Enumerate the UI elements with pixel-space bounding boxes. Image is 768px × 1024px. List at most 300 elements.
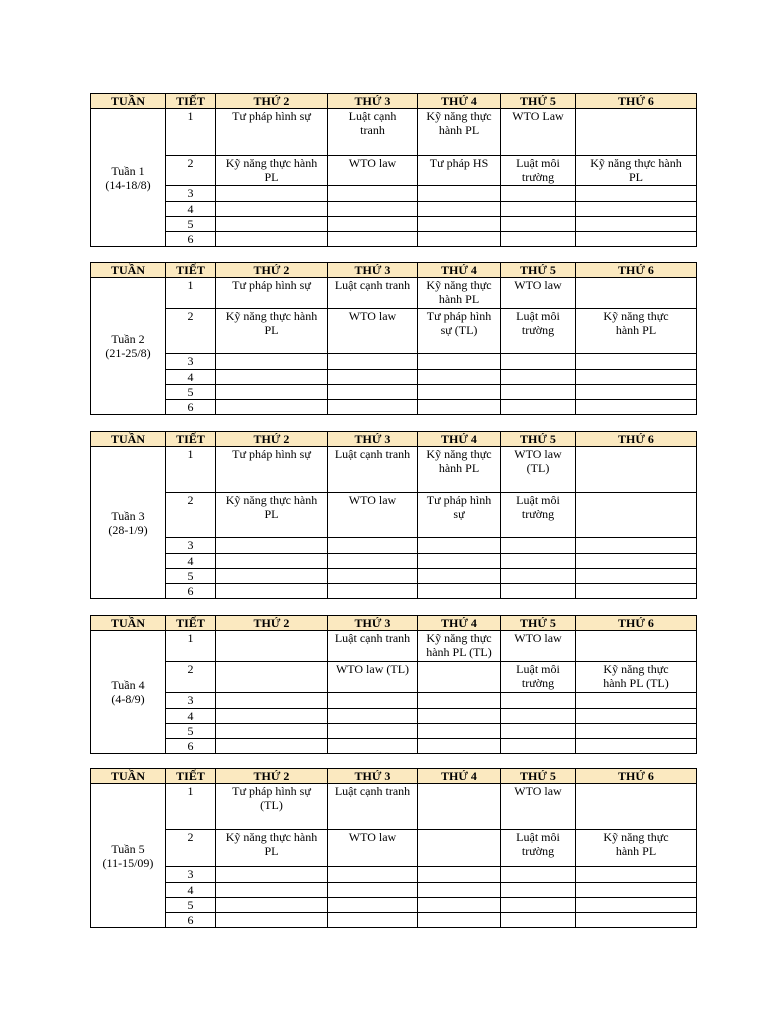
class-cell-wed <box>418 202 501 217</box>
class-cell-fri <box>576 898 697 913</box>
class-subject-text: Tư pháp hình <box>426 309 492 323</box>
class-cell-mon <box>216 883 328 898</box>
table-row <box>91 447 697 493</box>
week-dates: (28-1/9) <box>108 522 148 537</box>
period-number: 6 <box>166 739 216 754</box>
class-subject-text: WTO law <box>348 156 397 170</box>
class-cell-mon <box>216 739 328 754</box>
period-number: 1 <box>166 278 216 309</box>
table-row <box>91 631 697 662</box>
class-cell-wed <box>418 186 501 202</box>
class-cell-thu <box>501 784 576 830</box>
period-number: 5 <box>166 569 216 584</box>
class-subject-text: Kỹ năng thực hành <box>225 830 318 844</box>
table-row <box>91 584 697 599</box>
week-label-cell <box>91 447 166 599</box>
class-cell-thu <box>501 156 576 186</box>
class-cell-tue <box>328 202 418 217</box>
class-cell-thu <box>501 493 576 538</box>
period-number: 1 <box>166 631 216 662</box>
column-header: TUẦN <box>91 263 166 278</box>
class-cell-mon <box>216 156 328 186</box>
period-number: 3 <box>166 186 216 202</box>
table-row <box>91 354 697 370</box>
table-row <box>91 784 697 830</box>
class-cell-wed <box>418 400 501 415</box>
class-cell-mon <box>216 584 328 599</box>
class-cell-tue <box>328 447 418 493</box>
class-cell-tue <box>328 784 418 830</box>
table-row <box>91 232 697 247</box>
table-row <box>91 309 697 354</box>
class-cell-tue <box>328 631 418 662</box>
class-cell-wed <box>418 309 501 354</box>
class-subject-text: Luật cạnh tranh <box>334 784 411 798</box>
class-cell-wed <box>418 370 501 385</box>
column-header: THỨ 3 <box>328 616 418 631</box>
class-subject-text: hành PL <box>438 461 480 475</box>
table-header-row <box>91 94 697 109</box>
class-subject-text: trường <box>521 844 555 858</box>
class-cell-thu <box>501 186 576 202</box>
period-number: 5 <box>166 217 216 232</box>
column-header: TUẦN <box>91 94 166 109</box>
period-number: 2 <box>166 662 216 693</box>
week-dates: (21-25/8) <box>105 346 151 360</box>
column-header: THỨ 4 <box>418 432 501 447</box>
class-cell-fri <box>576 554 697 569</box>
class-subject-text: Kỹ năng thực <box>426 109 492 123</box>
column-header: THỨ 5 <box>501 94 576 109</box>
week-dates: (14-18/8) <box>105 177 151 192</box>
week-1-table <box>90 93 697 247</box>
class-cell-tue <box>328 898 418 913</box>
class-subject-text: Luật cạnh tranh <box>334 631 411 645</box>
period-number: 3 <box>166 354 216 370</box>
class-cell-thu <box>501 662 576 693</box>
class-subject-text: Kỹ năng thực hành <box>225 309 318 323</box>
column-header: THỨ 6 <box>576 94 697 109</box>
class-cell-thu <box>501 202 576 217</box>
class-cell-thu <box>501 867 576 883</box>
class-cell-thu <box>501 724 576 739</box>
column-header: THỨ 6 <box>576 263 697 278</box>
class-cell-thu <box>501 400 576 415</box>
class-cell-tue <box>328 739 418 754</box>
column-header: THỨ 2 <box>216 616 328 631</box>
class-subject-text: Luật môi <box>516 156 560 170</box>
class-cell-tue <box>328 217 418 232</box>
class-subject-text: hành PL <box>438 123 480 137</box>
class-cell-thu <box>501 370 576 385</box>
class-cell-thu <box>501 447 576 493</box>
period-number: 3 <box>166 538 216 554</box>
column-header: THỨ 3 <box>328 94 418 109</box>
class-subject-text: sự <box>453 507 465 521</box>
period-number: 4 <box>166 370 216 385</box>
table-row <box>91 554 697 569</box>
table-row <box>91 709 697 724</box>
class-cell-wed <box>418 631 501 662</box>
class-cell-fri <box>576 784 697 830</box>
class-subject-text: Tư pháp HS <box>429 156 489 170</box>
class-cell-thu <box>501 913 576 928</box>
table-header-row <box>91 616 697 631</box>
period-number: 4 <box>166 554 216 569</box>
week-name: Tuần 3 <box>111 508 145 523</box>
period-number: 1 <box>166 447 216 493</box>
class-cell-fri <box>576 447 697 493</box>
class-subject-text: Tư pháp hình <box>426 493 492 507</box>
class-cell-thu <box>501 830 576 867</box>
period-number: 1 <box>166 784 216 830</box>
class-cell-mon <box>216 898 328 913</box>
class-cell-fri <box>576 278 697 309</box>
column-header: THỨ 4 <box>418 263 501 278</box>
class-cell-thu <box>501 709 576 724</box>
class-cell-wed <box>418 554 501 569</box>
class-subject-text: trường <box>521 507 555 521</box>
column-header: TUẦN <box>91 616 166 631</box>
class-cell-tue <box>328 662 418 693</box>
class-cell-mon <box>216 830 328 867</box>
period-number: 6 <box>166 232 216 247</box>
class-cell-tue <box>328 584 418 599</box>
class-cell-mon <box>216 554 328 569</box>
class-cell-mon <box>216 232 328 247</box>
class-cell-fri <box>576 584 697 599</box>
class-cell-tue <box>328 724 418 739</box>
class-subject-text: WTO law <box>348 309 397 323</box>
table-row <box>91 739 697 754</box>
class-cell-mon <box>216 493 328 538</box>
week-dates: (4-8/9) <box>111 692 145 706</box>
period-number: 3 <box>166 867 216 883</box>
class-cell-thu <box>501 385 576 400</box>
week-label-cell <box>91 278 166 415</box>
class-cell-tue <box>328 569 418 584</box>
class-cell-wed <box>418 278 501 309</box>
class-subject-text: hành PL (TL) <box>603 676 669 690</box>
week-label-cell <box>91 109 166 247</box>
period-number: 6 <box>166 584 216 599</box>
class-subject-text: sự (TL) <box>440 323 478 337</box>
class-subject-text: Kỹ năng thực <box>603 830 669 844</box>
table-row <box>91 217 697 232</box>
class-subject-text: Kỹ năng thực <box>603 662 669 676</box>
class-cell-mon <box>216 370 328 385</box>
class-subject-text: WTO law <box>514 447 562 461</box>
class-cell-fri <box>576 309 697 354</box>
class-cell-tue <box>328 538 418 554</box>
class-cell-wed <box>418 830 501 867</box>
column-header: THỨ 6 <box>576 432 697 447</box>
class-cell-mon <box>216 309 328 354</box>
table-header-row <box>91 263 697 278</box>
class-subject-text: hành PL <box>615 323 657 337</box>
column-header: THỨ 4 <box>418 94 501 109</box>
class-cell-thu <box>501 569 576 584</box>
class-subject-text: trường <box>521 676 555 690</box>
column-header: THỨ 3 <box>328 769 418 784</box>
class-cell-wed <box>418 662 501 693</box>
class-cell-thu <box>501 232 576 247</box>
class-cell-wed <box>418 724 501 739</box>
class-subject-text: WTO law (TL) <box>335 662 410 676</box>
class-cell-wed <box>418 232 501 247</box>
table-row <box>91 156 697 186</box>
table-row <box>91 724 697 739</box>
class-subject-text: Luật môi <box>516 493 560 507</box>
period-number: 2 <box>166 309 216 354</box>
class-cell-tue <box>328 232 418 247</box>
class-cell-fri <box>576 830 697 867</box>
class-cell-thu <box>501 631 576 662</box>
week-4-table <box>90 615 697 754</box>
table-row <box>91 662 697 693</box>
table-row <box>91 493 697 538</box>
class-subject-text: WTO Law <box>512 109 564 123</box>
class-subject-text: Luật môi <box>516 830 560 844</box>
class-cell-thu <box>501 217 576 232</box>
class-subject-text: hành PL <box>615 844 657 858</box>
class-cell-fri <box>576 883 697 898</box>
class-cell-fri <box>576 709 697 724</box>
class-cell-mon <box>216 385 328 400</box>
class-subject-text: Kỹ năng thực hành <box>225 493 318 507</box>
class-subject-text: Luật môi <box>516 309 560 323</box>
class-subject-text: Tư pháp hình sự <box>232 278 311 292</box>
table-row <box>91 278 697 309</box>
class-cell-fri <box>576 724 697 739</box>
class-cell-tue <box>328 156 418 186</box>
column-header: THỨ 3 <box>328 263 418 278</box>
class-subject-text: Kỹ năng thực hành <box>590 156 682 170</box>
class-cell-wed <box>418 913 501 928</box>
column-header: TIẾT <box>166 263 216 278</box>
week-2-table <box>90 262 697 415</box>
class-cell-wed <box>418 354 501 370</box>
class-subject-text: Luật cạnh <box>348 109 397 123</box>
class-subject-text: PL <box>264 844 279 858</box>
column-header: TIẾT <box>166 94 216 109</box>
class-cell-thu <box>501 109 576 156</box>
table-row <box>91 202 697 217</box>
class-cell-tue <box>328 309 418 354</box>
class-cell-tue <box>328 400 418 415</box>
class-cell-wed <box>418 569 501 584</box>
class-cell-fri <box>576 202 697 217</box>
class-cell-mon <box>216 109 328 156</box>
class-cell-tue <box>328 186 418 202</box>
week-name: Tuần 5 <box>111 841 145 856</box>
class-cell-tue <box>328 913 418 928</box>
class-subject-text: hành PL (TL) <box>426 645 492 659</box>
class-cell-mon <box>216 662 328 693</box>
class-cell-wed <box>418 709 501 724</box>
week-name: Tuần 2 <box>111 332 145 346</box>
class-cell-mon <box>216 217 328 232</box>
column-header: THỨ 5 <box>501 263 576 278</box>
class-subject-text: Luật cạnh tranh <box>334 447 411 461</box>
class-cell-mon <box>216 569 328 584</box>
class-cell-tue <box>328 493 418 538</box>
class-cell-tue <box>328 385 418 400</box>
class-cell-wed <box>418 867 501 883</box>
column-header: THỨ 4 <box>418 616 501 631</box>
column-header: THỨ 6 <box>576 769 697 784</box>
table-row <box>91 400 697 415</box>
class-cell-fri <box>576 109 697 156</box>
class-subject-text: Tư pháp hình sự <box>232 109 311 123</box>
class-cell-fri <box>576 217 697 232</box>
class-cell-tue <box>328 709 418 724</box>
class-cell-mon <box>216 202 328 217</box>
column-header: THỨ 2 <box>216 263 328 278</box>
class-cell-wed <box>418 447 501 493</box>
class-cell-thu <box>501 584 576 599</box>
class-cell-wed <box>418 109 501 156</box>
class-cell-mon <box>216 354 328 370</box>
class-cell-fri <box>576 538 697 554</box>
class-cell-thu <box>501 309 576 354</box>
class-subject-text: PL <box>264 507 279 521</box>
class-cell-fri <box>576 400 697 415</box>
class-cell-fri <box>576 631 697 662</box>
class-cell-thu <box>501 898 576 913</box>
class-cell-mon <box>216 400 328 415</box>
class-cell-tue <box>328 693 418 709</box>
class-subject-text: WTO law <box>514 631 562 645</box>
class-cell-fri <box>576 693 697 709</box>
class-subject-text: hành PL <box>438 292 480 306</box>
table-row <box>91 913 697 928</box>
table-row <box>91 186 697 202</box>
table-row <box>91 830 697 867</box>
period-number: 5 <box>166 898 216 913</box>
class-subject-text: PL <box>264 170 279 184</box>
column-header: THỨ 2 <box>216 769 328 784</box>
class-cell-fri <box>576 913 697 928</box>
class-cell-thu <box>501 739 576 754</box>
class-cell-wed <box>418 217 501 232</box>
class-cell-fri <box>576 739 697 754</box>
table-row <box>91 109 697 156</box>
period-number: 6 <box>166 913 216 928</box>
period-number: 1 <box>166 109 216 156</box>
column-header: THỨ 5 <box>501 769 576 784</box>
class-cell-tue <box>328 830 418 867</box>
class-subject-text: PL <box>628 170 643 184</box>
table-row <box>91 898 697 913</box>
period-number: 2 <box>166 493 216 538</box>
class-cell-fri <box>576 385 697 400</box>
class-cell-thu <box>501 693 576 709</box>
period-number: 3 <box>166 693 216 709</box>
class-cell-tue <box>328 370 418 385</box>
class-cell-tue <box>328 554 418 569</box>
class-cell-thu <box>501 538 576 554</box>
table-row <box>91 385 697 400</box>
class-cell-thu <box>501 278 576 309</box>
class-cell-fri <box>576 370 697 385</box>
class-subject-text: PL <box>264 323 279 337</box>
class-cell-tue <box>328 867 418 883</box>
class-cell-thu <box>501 554 576 569</box>
class-cell-wed <box>418 538 501 554</box>
class-subject-text: Luật cạnh tranh <box>334 278 411 292</box>
class-cell-mon <box>216 709 328 724</box>
class-cell-tue <box>328 354 418 370</box>
class-subject-text: Kỹ năng thực hành <box>225 156 318 170</box>
period-number: 4 <box>166 883 216 898</box>
table-row <box>91 867 697 883</box>
period-number: 2 <box>166 156 216 186</box>
class-subject-text: WTO law <box>514 784 562 798</box>
table-row <box>91 569 697 584</box>
week-name: Tuần 1 <box>111 163 145 178</box>
class-cell-wed <box>418 898 501 913</box>
column-header: TUẦN <box>91 769 166 784</box>
class-cell-tue <box>328 278 418 309</box>
class-cell-mon <box>216 867 328 883</box>
class-cell-wed <box>418 385 501 400</box>
table-row <box>91 370 697 385</box>
class-cell-mon <box>216 784 328 830</box>
week-label-cell <box>91 631 166 754</box>
column-header: THỨ 4 <box>418 769 501 784</box>
class-cell-wed <box>418 493 501 538</box>
class-subject-text: Luật môi <box>516 662 560 676</box>
class-subject-text: trường <box>521 323 555 337</box>
class-cell-fri <box>576 867 697 883</box>
column-header: TIẾT <box>166 769 216 784</box>
class-cell-wed <box>418 739 501 754</box>
class-cell-fri <box>576 156 697 186</box>
class-cell-mon <box>216 186 328 202</box>
class-cell-fri <box>576 662 697 693</box>
class-cell-tue <box>328 883 418 898</box>
table-row <box>91 693 697 709</box>
class-cell-wed <box>418 693 501 709</box>
class-cell-mon <box>216 913 328 928</box>
period-number: 5 <box>166 724 216 739</box>
column-header: THỨ 3 <box>328 432 418 447</box>
period-number: 5 <box>166 385 216 400</box>
class-cell-mon <box>216 724 328 739</box>
week-label-cell <box>91 784 166 928</box>
class-cell-fri <box>576 493 697 538</box>
class-subject-text: (TL) <box>260 798 283 812</box>
class-cell-wed <box>418 784 501 830</box>
class-cell-fri <box>576 232 697 247</box>
class-subject-text: Kỹ năng thực <box>426 631 492 645</box>
class-subject-text: WTO law <box>348 493 397 507</box>
class-subject-text: Kỹ năng thực <box>426 447 492 461</box>
class-cell-thu <box>501 354 576 370</box>
period-number: 4 <box>166 709 216 724</box>
class-cell-mon <box>216 447 328 493</box>
week-dates: (11-15/09) <box>102 855 154 870</box>
column-header: THỨ 5 <box>501 616 576 631</box>
column-header: THỨ 5 <box>501 432 576 447</box>
class-subject-text: WTO law <box>514 278 562 292</box>
class-subject-text: Kỹ năng thực <box>426 278 492 292</box>
class-subject-text: Kỹ năng thực <box>603 309 669 323</box>
table-header-row <box>91 769 697 784</box>
class-subject-text: trường <box>521 170 555 184</box>
week-5-table <box>90 768 697 928</box>
